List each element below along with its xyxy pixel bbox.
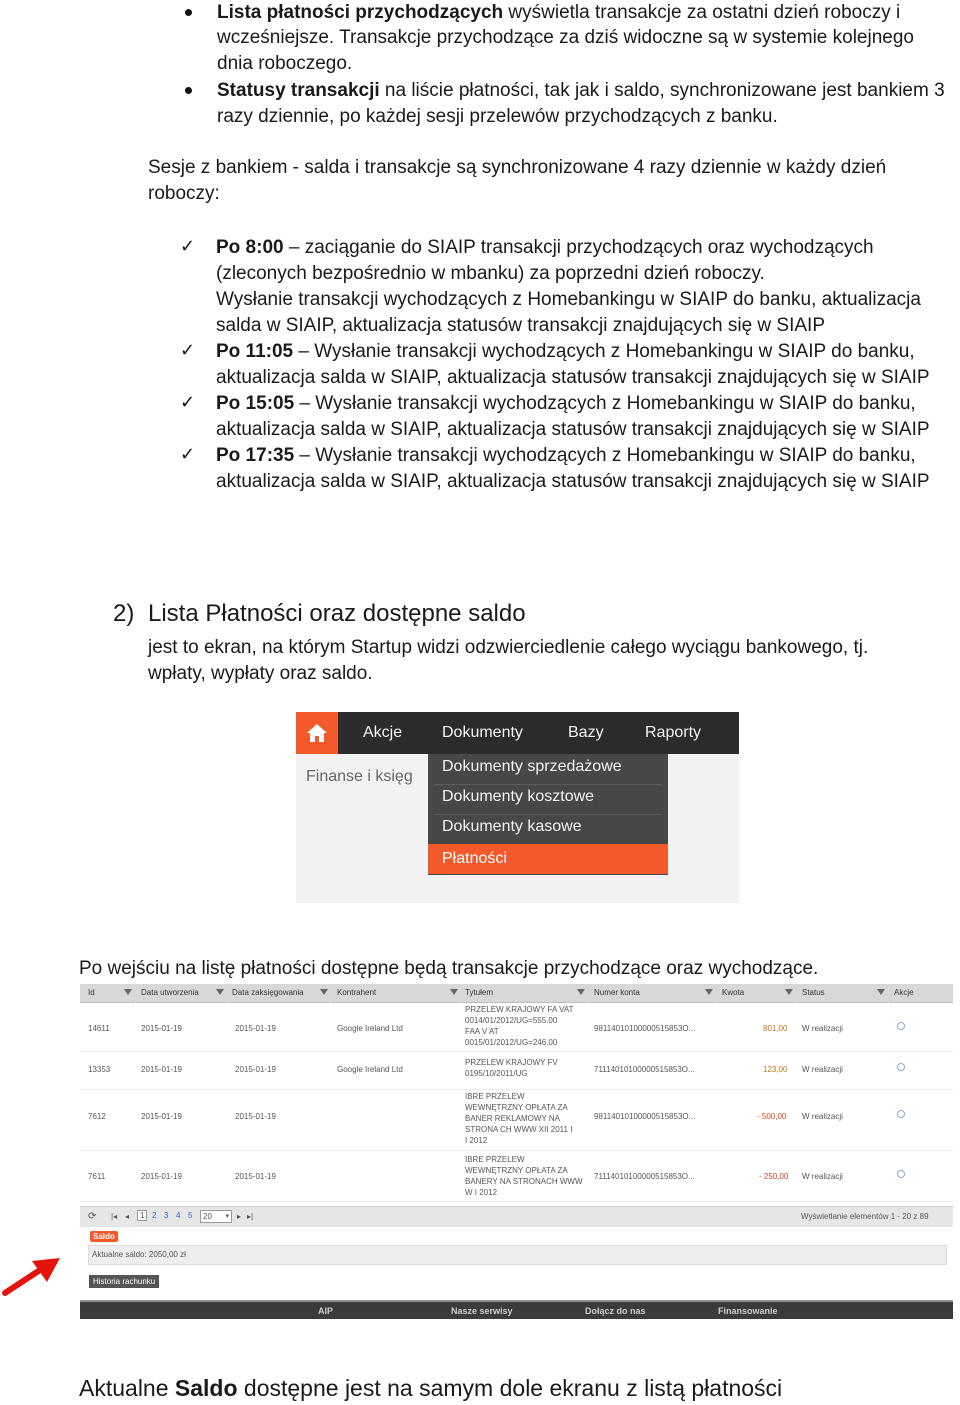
table-row[interactable] (80, 1052, 953, 1090)
dropdown-divider (434, 784, 662, 785)
dropdown-item-sprzedazowe[interactable]: Dokumenty sprzedażowe (442, 758, 622, 775)
cell-status: W realizacji (802, 1172, 843, 1181)
title-line: 0015/01/2012/UG=246.00 (465, 1038, 558, 1047)
filter-icon[interactable] (705, 989, 713, 995)
breadcrumb: Finanse i księg (306, 768, 413, 785)
menu-item-dokumenty[interactable]: Dokumenty (442, 724, 523, 741)
title-line: BANER REKLAMOWY NA (465, 1114, 560, 1123)
dropdown-divider (434, 814, 662, 815)
bullet-marker (185, 87, 192, 94)
checkmark-icon: ✓ (180, 236, 196, 257)
cell-status: W realizacji (802, 1065, 843, 1074)
menu-screenshot (296, 712, 739, 903)
filter-icon[interactable] (450, 989, 458, 995)
column-header-account[interactable]: Numer konta (594, 988, 640, 997)
cell-id: 7611 (88, 1172, 106, 1181)
title-line: BANERY NA STRONACH WWW (465, 1177, 583, 1186)
bullet-2-bold: Statusy transakcji (217, 80, 380, 101)
filter-icon[interactable] (216, 989, 224, 995)
table-row[interactable] (80, 1090, 953, 1151)
check-3-bold: Po 15:05 (216, 393, 295, 414)
column-header-amount[interactable]: Kwota (722, 988, 745, 997)
cell-title (465, 1154, 583, 1198)
page-link-4[interactable]: 4 (176, 1211, 181, 1220)
check-1-line-2: (zleconych bezpośrednio w mbanku) za poprzedni dzień roboczy. (216, 263, 765, 284)
red-arrow-icon (0, 1256, 64, 1298)
page-link-5[interactable]: 5 (188, 1211, 193, 1220)
title-line: PRZELEW KRAJOWY FA VAT (465, 1005, 574, 1014)
table-row[interactable] (80, 1003, 953, 1052)
page-link-3[interactable]: 3 (164, 1211, 169, 1220)
bullet-2-rest: na liście płatności, tak jak i saldo, synchronizowane jest bankiem 3 (379, 80, 945, 101)
menu-item-bazy[interactable]: Bazy (568, 724, 604, 741)
section-para-line-2: wpłaty, wypłaty oraz saldo. (148, 663, 373, 684)
bullet-1-rest: wyświetla transakcje za ostatni dzień roboczy i (503, 2, 901, 23)
bullet-1-line-3: dnia roboczego. (217, 53, 353, 74)
bullet-2-line-2: razy dziennie, po każdej sesji przelewów przychodzących z banku. (217, 106, 778, 127)
home-button[interactable] (296, 712, 338, 754)
refresh-icon[interactable]: ⟳ (88, 1211, 97, 1222)
saldo-badge: Saldo (90, 1231, 118, 1242)
cell-booked: 2015-01-19 (235, 1024, 276, 1033)
search-icon[interactable] (897, 1022, 905, 1030)
column-header-title[interactable]: Tytułem (465, 988, 494, 997)
site-footer (80, 1300, 953, 1319)
check-2-line-2: aktualizacja salda w SIAIP, aktualizacja statusów transakcji znajdujących się w SIAIP (216, 367, 930, 388)
check-1-bold: Po 8:00 (216, 237, 284, 258)
bullet-1-bold: Lista płatności przychodzących (217, 2, 504, 23)
closing-before: Aktualne (79, 1375, 175, 1401)
account-history-button[interactable]: Historia rachunku (89, 1275, 159, 1288)
check-4-bold: Po 17:35 (216, 445, 295, 466)
title-line: WEWNĘTRZNY OPŁATA ZA (465, 1103, 568, 1112)
saldo-box (88, 1245, 947, 1265)
check-2-rest: – Wysłanie transakcji wychodzących z Homebankingu w SIAIP do banku, (293, 341, 915, 362)
title-line: 0195/10/2011/UG (465, 1069, 528, 1078)
cell-created: 2015-01-19 (141, 1024, 182, 1033)
section-para-line-1: jest to ekran, na którym Startup widzi odzwierciedlenie całego wyciągu bankowego, tj. (148, 637, 869, 658)
cell-created: 2015-01-19 (141, 1172, 182, 1181)
table-header (80, 984, 953, 1003)
cell-title (465, 1091, 572, 1146)
check-3-rest: – Wysłanie transakcji wychodzących z Homebankingu w SIAIP do banku, (294, 393, 916, 414)
page-link-1[interactable]: 1 (137, 1210, 147, 1221)
column-header-id[interactable]: Id (88, 988, 95, 997)
cell-account: 71114010100000515853O... (594, 1172, 695, 1181)
cell-contractor: Google Ireland Ltd (337, 1024, 403, 1033)
check-2-bold: Po 11:05 (216, 341, 294, 362)
page-size-select[interactable] (200, 1210, 232, 1223)
cell-amount: - 250,00 (759, 1172, 789, 1181)
cell-amount: 123,00 (763, 1065, 788, 1074)
search-icon[interactable] (897, 1063, 905, 1071)
pager-summary: Wyświetlanie elementów 1 - 20 z 89 (801, 1212, 929, 1221)
footer-link-services[interactable]: Nasze serwisy (451, 1306, 513, 1316)
next-page-icon[interactable]: ▸ (237, 1212, 242, 1221)
bullet-marker (185, 9, 192, 16)
column-header-booked[interactable]: Data zaksięgowania (232, 988, 304, 997)
filter-icon[interactable] (877, 989, 885, 995)
checkmark-icon: ✓ (180, 392, 196, 413)
cell-status: W realizacji (802, 1112, 843, 1121)
top-menu-bar (296, 712, 739, 754)
column-header-contractor[interactable]: Kontrahent (337, 988, 377, 997)
dropdown-item-platnosci[interactable] (428, 844, 668, 874)
saldo-section (80, 1227, 953, 1299)
cell-title (465, 1004, 573, 1048)
footer-link-financing[interactable]: Finansowanie (718, 1306, 778, 1316)
cell-account: 71114010100000515853O... (594, 1065, 695, 1074)
title-line: PRZELEW KRAJOWY FV (465, 1058, 558, 1067)
check-3-line-1 (216, 391, 916, 417)
check-4-line-1 (216, 443, 916, 469)
cell-booked: 2015-01-19 (235, 1172, 276, 1181)
payments-table-screenshot (80, 984, 953, 1319)
check-4-rest: – Wysłanie transakcji wychodzących z Homebankingu w SIAIP do banku, (294, 445, 916, 466)
section-number: 2) (113, 600, 135, 627)
cell-account: 98114010100000515853O... (594, 1112, 696, 1121)
cell-booked: 2015-01-19 (235, 1112, 276, 1121)
check-1-line-3: Wysłanie transakcji wychodzących z Homebankingu w SIAIP do banku, aktualizacja (216, 289, 921, 310)
checkmark-icon: ✓ (180, 340, 196, 361)
filter-icon[interactable] (320, 989, 328, 995)
bullet-1-line-1 (217, 0, 900, 26)
title-line: WEWNĘTRZNY OPŁATA ZA (465, 1166, 568, 1175)
footer-link-aip[interactable]: AIP (318, 1306, 334, 1316)
column-header-created[interactable]: Data utworzenia (141, 988, 199, 997)
title-line: I 2012 (465, 1136, 488, 1145)
check-1-line-4: salda w SIAIP, aktualizacja statusów transakcji znajdujących się w SIAIP (216, 315, 825, 336)
filter-icon[interactable] (124, 989, 132, 995)
dropdown-item-platnosci-label: Płatności (442, 850, 507, 867)
cell-id: 14611 (88, 1024, 110, 1033)
section-heading: Lista Płatności oraz dostępne saldo (148, 600, 526, 627)
closing-line (79, 1373, 782, 1403)
checkmark-icon: ✓ (180, 444, 196, 465)
sessions-intro-line-2: roboczy: (148, 183, 220, 204)
first-page-icon[interactable]: |◂ (111, 1212, 118, 1221)
check-1-line-1 (216, 235, 874, 261)
menu-item-raporty[interactable]: Raporty (645, 724, 702, 741)
footer-link-join[interactable]: Dołącz do nas (585, 1306, 646, 1316)
check-4-line-2: aktualizacja salda w SIAIP, aktualizacja statusów transakcji znajdujących się w SIAIP (216, 471, 930, 492)
cell-account: 98114010100000515853O... (594, 1024, 696, 1033)
title-line: IBRE PRZELEW (465, 1092, 525, 1101)
page-link-2[interactable]: 2 (152, 1211, 157, 1220)
check-2-line-1 (216, 339, 915, 365)
column-header-status[interactable]: Status (802, 988, 825, 997)
column-header-actions: Akcje (894, 988, 914, 997)
cell-id: 7612 (88, 1112, 106, 1121)
cell-amount: 801,00 (763, 1024, 788, 1033)
menu-item-akcje[interactable]: Akcje (363, 724, 403, 741)
prev-page-icon[interactable]: ◂ (125, 1212, 130, 1221)
closing-after: dostępne jest na samym dole ekranu z listą płatności (237, 1375, 783, 1401)
page-size-value: 20 (203, 1212, 212, 1221)
title-line: FAA V AT (465, 1027, 499, 1036)
chevron-down-icon: ▾ (225, 1213, 229, 1220)
bullet-1-line-2: wcześniejsze. Transakcje przychodzące za dziś widoczne są w systemie kolejnego (217, 27, 914, 48)
list-intro: Po wejściu na listę płatności dostępne będą transakcje przychodzące oraz wychodzące. (79, 958, 819, 979)
last-page-icon[interactable]: ▸| (247, 1212, 254, 1221)
check-1-rest: – zaciąganie do SIAIP transakcji przychodzących oraz wychodzących (283, 237, 874, 258)
cell-title (465, 1057, 558, 1079)
cell-booked: 2015-01-19 (235, 1065, 276, 1074)
saldo-value: Aktualne saldo: 2050,00 zł (92, 1250, 186, 1259)
cell-id: 13353 (88, 1065, 111, 1074)
check-3-line-2: aktualizacja salda w SIAIP, aktualizacja statusów transakcji znajdujących się w SIAIP (216, 419, 930, 440)
cell-contractor: Google Ireland Ltd (337, 1065, 403, 1074)
cell-amount: - 500,00 (757, 1112, 787, 1121)
title-line: IBRE PRZELEW (465, 1155, 525, 1164)
filter-icon[interactable] (577, 989, 585, 995)
sessions-intro-line-1: Sesje z bankiem - salda i transakcje są synchronizowane 4 razy dziennie w każdy dzień (148, 157, 887, 178)
filter-icon[interactable] (785, 989, 793, 995)
home-icon (305, 721, 329, 745)
closing-bold: Saldo (174, 1375, 238, 1401)
title-line: STRONA CH WWW XII 2011 I (465, 1125, 573, 1134)
dropdown-item-kasowe[interactable]: Dokumenty kasowe (442, 818, 582, 835)
cell-created: 2015-01-19 (141, 1065, 182, 1074)
title-line: 0014/01/2012/UG=555.00 (465, 1016, 558, 1025)
table-row[interactable] (80, 1151, 953, 1202)
dropdown-item-kosztowe[interactable]: Dokumenty kosztowe (442, 788, 595, 805)
search-icon[interactable] (897, 1170, 905, 1178)
search-icon[interactable] (897, 1110, 905, 1118)
cell-status: W realizacji (802, 1024, 843, 1033)
cell-created: 2015-01-19 (141, 1112, 182, 1121)
title-line: W I 2012 (465, 1188, 498, 1197)
bullet-2-line-1 (217, 78, 945, 104)
table-pager (80, 1206, 953, 1228)
